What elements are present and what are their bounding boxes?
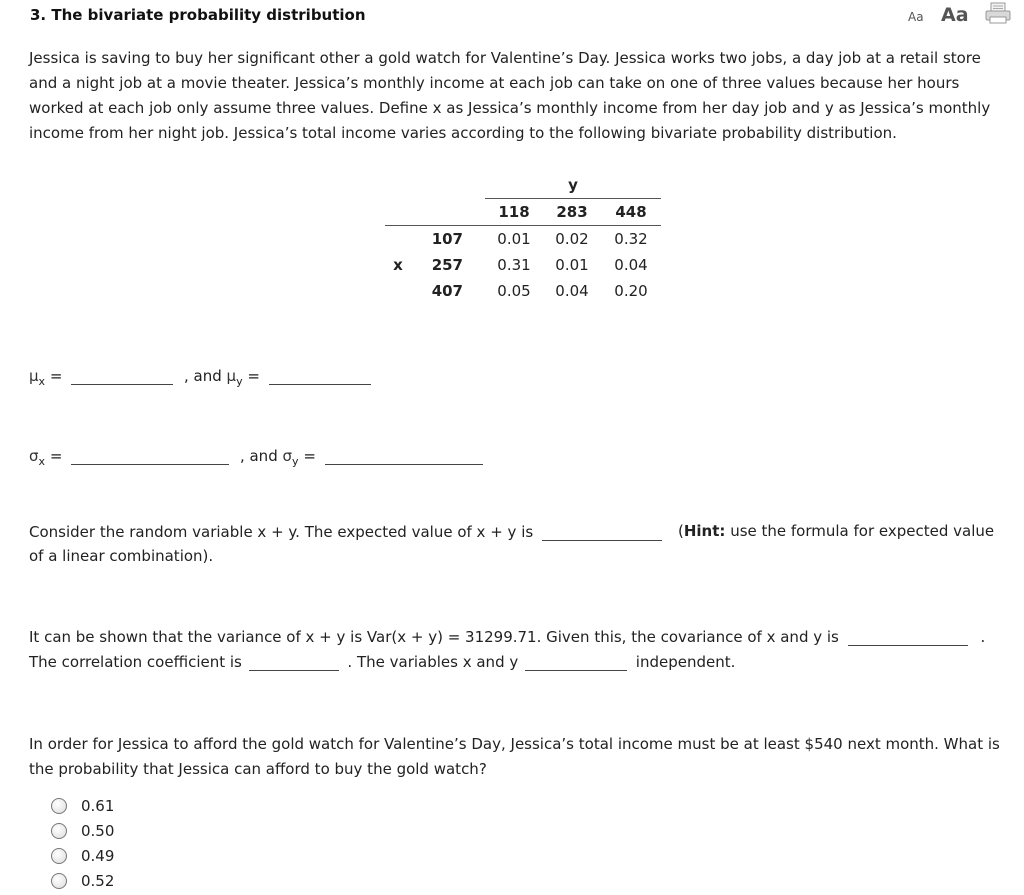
table-row xyxy=(385,278,661,304)
y-axis-label: y xyxy=(568,176,578,194)
answer-option-label: 0.49 xyxy=(81,847,115,865)
intro-paragraph: Jessica is saving to buy her significant other a gold watch for Valentine’s Day. Jessica works two jobs, a day job at a retail store and a night job at a movie theater. Jessica’s monthly income at each job can take on one of three values because her hours worked at each job only assume three values. Define x as Jessica’s monthly income from her day job and y as Jessica’s monthly income from her night job. Jessica’s total income varies according to the following bivariate probability distribution. xyxy=(29,49,991,142)
sigma-symbol: σ xyxy=(282,447,293,465)
table-row xyxy=(385,226,661,253)
means-line xyxy=(29,366,371,388)
hint-body: use the formula for expected value xyxy=(730,522,995,540)
sigma-y-input[interactable] xyxy=(325,446,483,465)
covariance-input[interactable] xyxy=(848,627,968,646)
answer-option-label: 0.50 xyxy=(81,822,115,840)
x-axis-label: x xyxy=(393,256,403,274)
sigma-y-subscript: y xyxy=(292,455,299,468)
radio-button[interactable] xyxy=(51,873,67,889)
y-value-header: 448 xyxy=(601,199,661,226)
radio-button[interactable] xyxy=(51,823,67,839)
probability-cell: 0.04 xyxy=(555,282,589,300)
answer-option-label: 0.52 xyxy=(81,872,115,890)
x-value-header: 257 xyxy=(431,256,463,274)
question-title: 3. The bivariate probability distribution xyxy=(30,6,366,24)
equals-sign: = xyxy=(303,447,316,465)
equals-sign: = xyxy=(247,367,260,385)
answer-option[interactable] xyxy=(51,820,114,842)
equals-sign: = xyxy=(49,367,63,385)
font-size-small-button[interactable]: Aa xyxy=(908,10,924,24)
y-value-header: 283 xyxy=(543,199,601,226)
mu-symbol: μ xyxy=(226,367,237,385)
independence-dropdown[interactable] xyxy=(525,652,627,671)
equals-sign: = xyxy=(49,447,63,465)
x-value-header: 407 xyxy=(431,282,463,300)
probability-cell: 0.02 xyxy=(555,230,589,248)
probability-question: In order for Jessica to afford the gold watch for Valentine’s Day, Jessica’s total income must be at least $540 next month. What is the probability that Jessica can afford to buy the gold watch? xyxy=(29,735,1000,778)
y-value-header: 118 xyxy=(485,199,543,226)
sigma-symbol: σ xyxy=(29,447,39,465)
answer-option[interactable] xyxy=(51,845,114,867)
mu-symbol: μ xyxy=(29,367,39,385)
independent-text: independent. xyxy=(635,653,736,671)
and-text: , and xyxy=(183,367,222,385)
table-row xyxy=(385,252,661,278)
covariance-text: It can be shown that the variance of x + y is Var(x + y) = 31299.71. Given this, the covariance of x and y is xyxy=(29,628,839,646)
probability-cell: 0.20 xyxy=(614,282,648,300)
standard-deviations-line xyxy=(29,446,483,468)
correlation-input[interactable] xyxy=(249,652,339,671)
probability-cell: 0.01 xyxy=(497,230,531,248)
probability-cell: 0.05 xyxy=(497,282,531,300)
hint-label: Hint: xyxy=(683,522,726,540)
mu-x-input[interactable] xyxy=(71,366,173,385)
and-text: , and xyxy=(239,447,278,465)
mu-y-subscript: y xyxy=(236,375,243,388)
probability-cell: 0.04 xyxy=(614,256,648,274)
expected-value-input[interactable] xyxy=(542,522,662,541)
probability-cell: 0.32 xyxy=(614,230,648,248)
radio-button[interactable] xyxy=(51,798,67,814)
expected-value-text: Consider the random variable x + y. The expected value of x + y is xyxy=(29,523,534,541)
answer-option-label: 0.61 xyxy=(81,797,115,815)
expected-value-line xyxy=(29,522,662,541)
font-size-large-button[interactable]: Aa xyxy=(941,4,969,26)
sigma-x-subscript: x xyxy=(38,455,46,468)
correlation-text: The correlation coefficient is xyxy=(29,653,242,671)
covariance-line: It can be shown that the variance of x + y is Var(x + y) = 31299.71. Given this, the covariance of x and y is . xyxy=(29,628,986,646)
sigma-x-input[interactable] xyxy=(71,446,229,465)
mu-x-subscript: x xyxy=(38,375,46,388)
bivariate-table xyxy=(385,172,661,304)
expected-value-continuation: of a linear combination). xyxy=(29,547,214,565)
probability-cell: 0.01 xyxy=(555,256,589,274)
x-value-header: 107 xyxy=(411,226,485,253)
radio-button[interactable] xyxy=(51,848,67,864)
correlation-line xyxy=(29,652,735,671)
print-icon[interactable] xyxy=(985,2,1011,24)
answer-option[interactable] xyxy=(51,795,114,817)
mu-y-input[interactable] xyxy=(269,366,371,385)
probability-cell: 0.31 xyxy=(497,256,531,274)
answer-option[interactable] xyxy=(51,870,114,892)
variables-text: . The variables x and y xyxy=(347,653,519,671)
hint-text: (Hint: use the formula for expected value xyxy=(678,522,995,540)
